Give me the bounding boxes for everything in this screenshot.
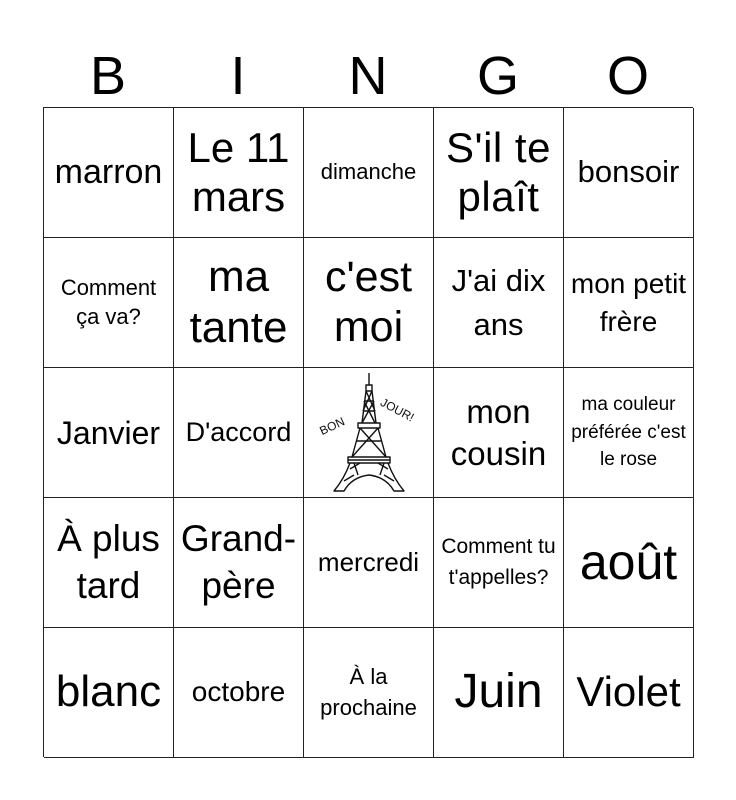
free-space[interactable] — [304, 368, 434, 498]
header-letter-g: G — [476, 46, 519, 106]
cell-text: Grand-père — [180, 518, 297, 606]
header-letter-b: B — [89, 46, 127, 106]
bingo-cell[interactable] — [434, 368, 564, 498]
cell-text: bonsoir — [577, 154, 680, 190]
free-space-text-right: JOUR! — [377, 394, 416, 424]
bingo-cell[interactable] — [44, 108, 174, 238]
bingo-cell[interactable] — [564, 498, 694, 628]
bingo-cell[interactable] — [434, 108, 564, 238]
bingo-cell[interactable] — [434, 628, 564, 758]
bingo-cell[interactable] — [174, 628, 304, 758]
cell-text: marron — [54, 153, 163, 192]
cell-text: août — [579, 534, 678, 590]
bingo-cell[interactable] — [304, 628, 434, 758]
bingo-cell[interactable] — [44, 368, 174, 498]
cell-text: Comment tu t'appelles? — [441, 535, 556, 589]
cell-text: c'est moi — [324, 253, 413, 351]
bingo-cell[interactable] — [174, 238, 304, 368]
bingo-cell[interactable] — [304, 108, 434, 238]
cell-text: ma couleur préférée c'est le rose — [571, 394, 686, 471]
cell-text: Comment ça va? — [60, 274, 157, 329]
bingo-board — [43, 107, 693, 757]
cell-text: À la prochaine — [320, 663, 417, 720]
bingo-cell[interactable] — [304, 498, 434, 628]
free-space-text-left: BON — [316, 413, 347, 438]
bingo-cell[interactable] — [434, 498, 564, 628]
bingo-cell[interactable] — [564, 368, 694, 498]
eiffel-tower-icon — [314, 371, 424, 495]
cell-text: À plus tard — [57, 518, 160, 606]
bingo-cell[interactable] — [174, 498, 304, 628]
cell-text: D'accord — [185, 416, 292, 447]
cell-text: mon petit frère — [570, 267, 687, 337]
bingo-cell[interactable] — [434, 238, 564, 368]
cell-text: blanc — [55, 667, 162, 717]
bingo-cell[interactable] — [564, 238, 694, 368]
header-letter-n: N — [348, 46, 388, 106]
bingo-cell[interactable] — [44, 628, 174, 758]
bingo-cell[interactable] — [174, 108, 304, 238]
cell-text: J'ai dix ans — [451, 263, 546, 342]
cell-text: ma tante — [189, 251, 288, 352]
cell-text: mercredi — [317, 546, 420, 577]
bingo-cell[interactable] — [44, 238, 174, 368]
bingo-header — [43, 46, 693, 106]
cell-text: octobre — [191, 676, 286, 708]
cell-text: Violet — [576, 668, 681, 716]
header-letter-i: I — [230, 46, 246, 106]
cell-text: Juin — [454, 665, 543, 719]
cell-text: mon cousin — [450, 393, 547, 472]
cell-text: Le 11 mars — [187, 124, 290, 220]
cell-text: Janvier — [56, 414, 161, 451]
cell-text: S'il te plaît — [446, 124, 551, 220]
bingo-cell[interactable] — [174, 368, 304, 498]
bingo-cell[interactable] — [564, 108, 694, 238]
bingo-cell[interactable] — [304, 238, 434, 368]
bingo-cell[interactable] — [564, 628, 694, 758]
bingo-cell[interactable] — [44, 498, 174, 628]
header-letter-o: O — [606, 46, 649, 106]
cell-text: dimanche — [320, 159, 417, 185]
